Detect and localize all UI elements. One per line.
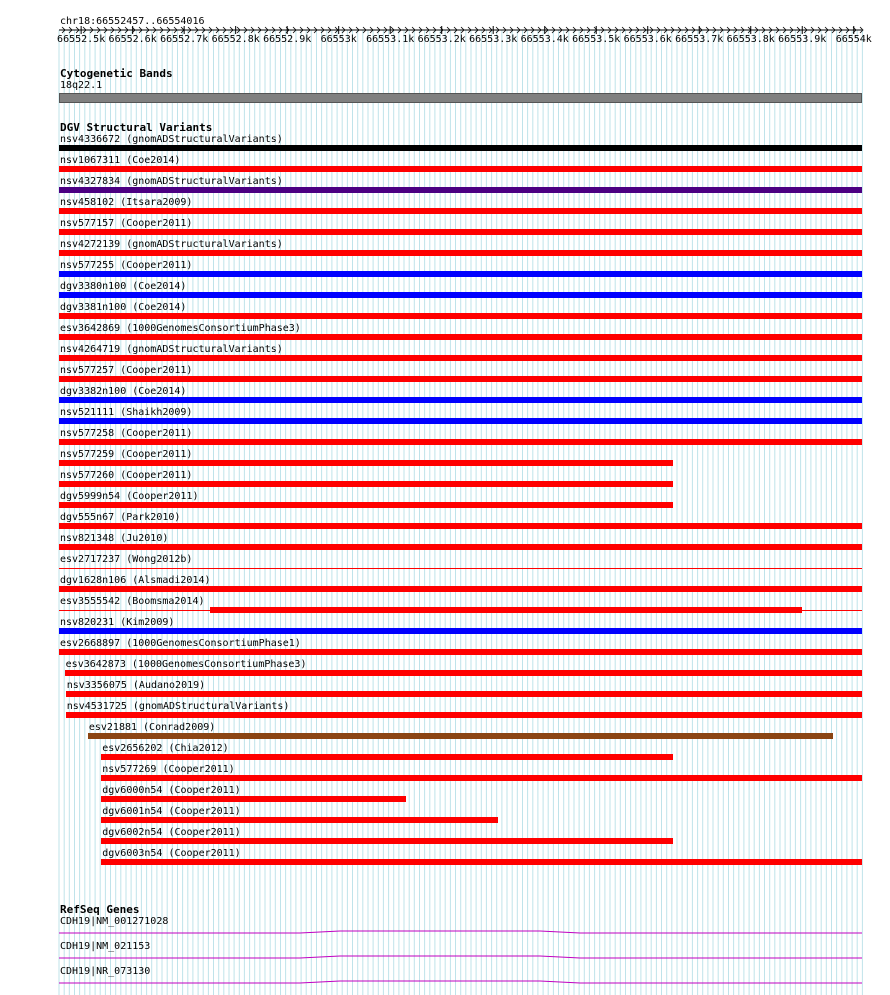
variant-label: nsv821348 (Ju2010) [60, 533, 169, 544]
gene-intron-line[interactable] [0, 927, 890, 937]
variant-label: dgv3380n100 (Coe2014) [60, 281, 187, 292]
variant-bar[interactable] [59, 334, 862, 340]
variant-label: nsv458102 (Itsara2009) [60, 197, 193, 208]
variant-bar-thin[interactable] [59, 568, 862, 569]
ruler-tick-label: 66554k [835, 34, 872, 45]
variant-label: esv2668897 (1000GenomesConsortiumPhase1) [60, 638, 301, 649]
variant-bar[interactable] [59, 145, 862, 151]
variant-bar[interactable] [101, 817, 498, 823]
gene-intron-line[interactable] [0, 977, 890, 987]
ruler-tick-label: 66553.8k [726, 34, 775, 45]
variant-label: nsv577255 (Cooper2011) [60, 260, 193, 271]
ruler-tick-label: 66552.8k [211, 34, 260, 45]
variant-label: nsv1067311 (Coe2014) [60, 155, 181, 166]
variant-bar[interactable] [59, 187, 862, 193]
variant-label: nsv577258 (Cooper2011) [60, 428, 193, 439]
variant-label: nsv4264719 (gnomADStructuralVariants) [60, 344, 283, 355]
variant-bar[interactable] [59, 628, 862, 634]
variant-label: dgv6000n54 (Cooper2011) [102, 785, 241, 796]
variant-label: nsv577260 (Cooper2011) [60, 470, 193, 481]
variant-label: nsv4272139 (gnomADStructuralVariants) [60, 239, 283, 250]
ruler-tick-label: 66552.6k [108, 34, 157, 45]
variant-bar[interactable] [59, 439, 862, 445]
variant-label: nsv521111 (Shaikh2009) [60, 407, 193, 418]
variant-label: dgv5999n54 (Cooper2011) [60, 491, 199, 502]
variant-bar[interactable] [210, 607, 802, 613]
variant-bar[interactable] [59, 397, 862, 403]
variant-bar[interactable] [59, 208, 862, 214]
variant-label: dgv1628n106 (Alsmadi2014) [60, 575, 211, 586]
variant-label: nsv577257 (Cooper2011) [60, 365, 193, 376]
variant-bar[interactable] [59, 292, 862, 298]
variant-label: dgv6003n54 (Cooper2011) [102, 848, 241, 859]
gene-label: CDH19|NM_021153 [60, 941, 151, 952]
ruler-tick-label: 66552.9k [263, 34, 312, 45]
variant-bar[interactable] [59, 250, 862, 256]
variant-bar[interactable] [59, 376, 862, 382]
variant-bar[interactable] [101, 796, 405, 802]
variant-bar[interactable] [101, 775, 862, 781]
variant-bar[interactable] [66, 712, 862, 718]
variant-bar[interactable] [59, 649, 862, 655]
gene-intron-line[interactable] [0, 952, 890, 962]
variant-bar[interactable] [65, 670, 862, 676]
variant-bar[interactable] [59, 313, 862, 319]
variant-bar[interactable] [59, 502, 673, 508]
variant-bar[interactable] [59, 544, 862, 550]
ruler-tick-label: 66553.4k [520, 34, 569, 45]
variant-label: nsv4327834 (gnomADStructuralVariants) [60, 176, 283, 187]
variant-label: nsv577269 (Cooper2011) [102, 764, 235, 775]
variant-label: dgv6002n54 (Cooper2011) [102, 827, 241, 838]
variant-label: esv21881 (Conrad2009) [88, 722, 216, 733]
variant-bar[interactable] [59, 460, 673, 466]
ruler-tick-label: 66552.7k [160, 34, 209, 45]
variant-label: nsv3356075 (Audano2019) [66, 680, 206, 691]
variant-bar[interactable] [101, 859, 862, 865]
variant-label: esv3642873 (1000GenomesConsortiumPhase3) [65, 659, 307, 670]
variant-bar[interactable] [101, 754, 673, 760]
location-label: chr18:66552457..66554016 [60, 16, 205, 27]
cytoband-label: 18q22.1 [60, 80, 103, 91]
variant-bar[interactable] [59, 523, 862, 529]
gene-label: CDH19|NR_073130 [60, 966, 151, 977]
variant-label: esv2656202 (Chia2012) [102, 743, 229, 754]
variant-label: dgv555n67 (Park2010) [60, 512, 181, 523]
variant-bar[interactable] [88, 733, 833, 739]
ruler-tick-label: 66553.3k [469, 34, 518, 45]
variant-label: nsv4531725 (gnomADStructuralVariants) [66, 701, 290, 712]
track-title-refseq-genes: RefSeq Genes [60, 903, 140, 916]
variant-label: esv2717237 (Wong2012b) [60, 554, 193, 565]
variant-bar[interactable] [59, 229, 862, 235]
variant-label: dgv3381n100 (Coe2014) [60, 302, 187, 313]
gene-label: CDH19|NM_001271028 [60, 916, 169, 927]
ruler-tick-label: 66553.2k [417, 34, 466, 45]
variant-label: dgv6001n54 (Cooper2011) [102, 806, 241, 817]
track-title-dgv-structural-variants: DGV Structural Variants [60, 121, 213, 134]
ruler-tick-label: 66552.5k [57, 34, 106, 45]
ruler-tick-label: 66553.7k [675, 34, 724, 45]
cytoband-feature[interactable] [59, 93, 862, 103]
variant-label: esv3642869 (1000GenomesConsortiumPhase3) [60, 323, 301, 334]
variant-bar[interactable] [59, 586, 862, 592]
variant-bar[interactable] [59, 418, 862, 424]
ruler-tick-label: 66553k [320, 34, 357, 45]
variant-bar[interactable] [59, 355, 862, 361]
variant-bar[interactable] [59, 481, 673, 487]
variant-label: nsv577259 (Cooper2011) [60, 449, 193, 460]
track-title-cytogenetic-bands: Cytogenetic Bands [60, 67, 173, 80]
variant-bar[interactable] [59, 271, 862, 277]
variant-bar[interactable] [59, 166, 862, 172]
variant-label: dgv3382n100 (Coe2014) [60, 386, 187, 397]
variant-bar[interactable] [101, 838, 673, 844]
ruler-tick-label: 66553.5k [572, 34, 621, 45]
variant-label: nsv820231 (Kim2009) [60, 617, 175, 628]
ruler-tick-label: 66553.9k [778, 34, 827, 45]
variant-bar[interactable] [66, 691, 862, 697]
variant-label: esv3555542 (Boomsma2014) [60, 596, 205, 607]
variant-label: nsv4336672 (gnomADStructuralVariants) [60, 134, 283, 145]
variant-label: nsv577157 (Cooper2011) [60, 218, 193, 229]
ruler-tick-label: 66553.6k [623, 34, 672, 45]
ruler-tick-label: 66553.1k [366, 34, 415, 45]
